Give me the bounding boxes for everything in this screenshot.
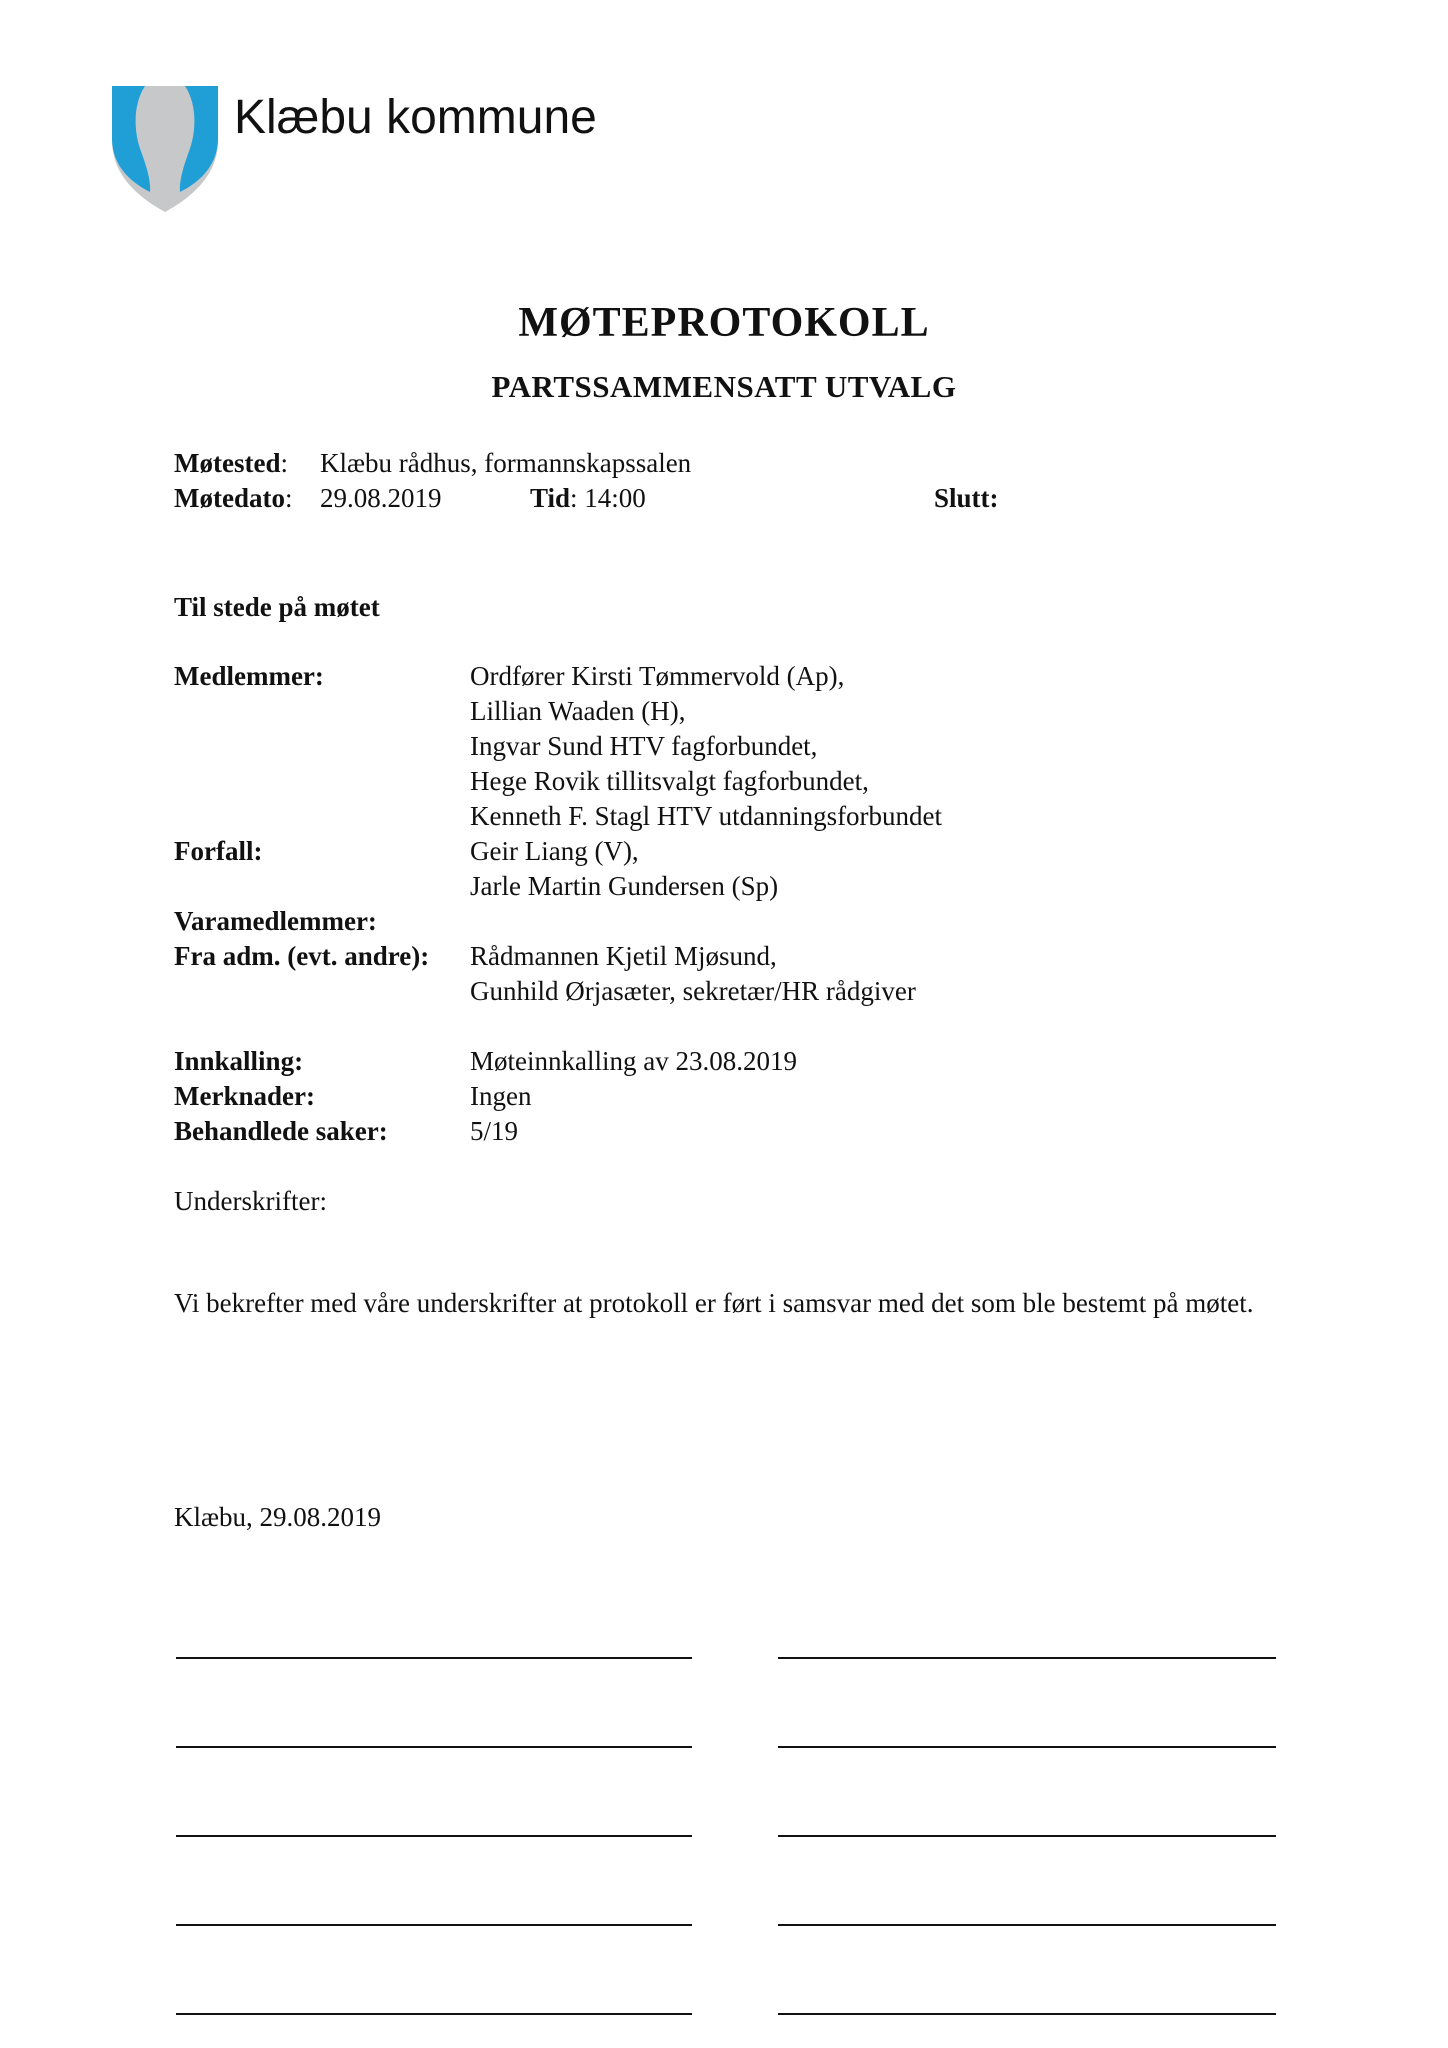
signature-line <box>176 1657 692 1659</box>
members-list <box>470 659 942 834</box>
absent-list <box>470 834 778 904</box>
signature-line <box>778 1746 1276 1748</box>
meeting-date-value: 29.08.2019 <box>320 483 442 513</box>
signature-line <box>778 1657 1276 1659</box>
meeting-date-label: Møtedato <box>174 483 285 513</box>
admin-name: Rådmannen Kjetil Mjøsund, <box>470 941 777 971</box>
admin-list <box>470 939 916 1009</box>
members-label: Medlemmer: <box>174 661 324 691</box>
member-name: Ordfører Kirsti Tømmervold (Ap), <box>470 661 845 691</box>
member-name: Hege Rovik tillitsvalgt fagforbundet, <box>470 766 869 796</box>
document-subtitle: PARTSSAMMENSATT UTVALG <box>491 369 957 404</box>
meeting-date-row <box>174 481 292 516</box>
meeting-time-value: : 14:00 <box>570 483 646 513</box>
admin-label: Fra adm. (evt. andre): <box>174 941 430 971</box>
member-name: Ingvar Sund HTV fagforbundet, <box>470 731 818 761</box>
meeting-time <box>530 481 646 516</box>
meeting-end-label: Slutt: <box>934 483 999 513</box>
signature-line <box>176 1835 692 1837</box>
cases-label: Behandlede saker: <box>174 1116 388 1146</box>
meeting-place-value: Klæbu rådhus, formannskapssalen <box>320 448 692 478</box>
cases-value: 5/19 <box>470 1116 519 1146</box>
absent-label: Forfall: <box>174 836 263 866</box>
meeting-time-label: Tid <box>530 483 571 513</box>
coat-of-arms-icon <box>112 86 218 212</box>
meeting-place-label: Møtested <box>174 448 281 478</box>
meeting-place-row <box>174 446 288 481</box>
remarks-label: Merknader: <box>174 1081 315 1111</box>
place-date: Klæbu, 29.08.2019 <box>174 1502 382 1532</box>
signatures-heading: Underskrifter: <box>174 1186 327 1216</box>
summons-value: Møteinnkalling av 23.08.2019 <box>470 1046 797 1076</box>
signature-line <box>176 1924 692 1926</box>
confirmation-statement: Vi bekrefter med våre underskrifter at protokoll er ført i samsvar med det som ble bestemt på møtet. <box>174 1288 1254 1318</box>
signature-line <box>176 1746 692 1748</box>
attendance-heading: Til stede på møtet <box>174 592 380 622</box>
deputies-label: Varamedlemmer: <box>174 906 377 936</box>
remarks-value: Ingen <box>470 1081 532 1111</box>
signature-line <box>778 2013 1276 2015</box>
signature-line <box>176 2013 692 2015</box>
summons-label: Innkalling: <box>174 1046 304 1076</box>
signature-line <box>778 1924 1276 1926</box>
meeting-date-colon: : <box>284 483 293 513</box>
absent-name: Jarle Martin Gundersen (Sp) <box>470 871 779 901</box>
admin-name: Gunhild Ørjasæter, sekretær/HR rådgiver <box>470 976 916 1006</box>
member-name: Kenneth F. Stagl HTV utdanningsforbundet <box>470 801 943 831</box>
signature-line <box>778 1835 1276 1837</box>
absent-name: Geir Liang (V), <box>470 836 639 866</box>
document-title: MØTEPROTOKOLL <box>518 300 930 346</box>
meeting-place-colon: : <box>280 448 288 478</box>
member-name: Lillian Waaden (H), <box>470 696 686 726</box>
organization-name: Klæbu kommune <box>234 91 597 144</box>
